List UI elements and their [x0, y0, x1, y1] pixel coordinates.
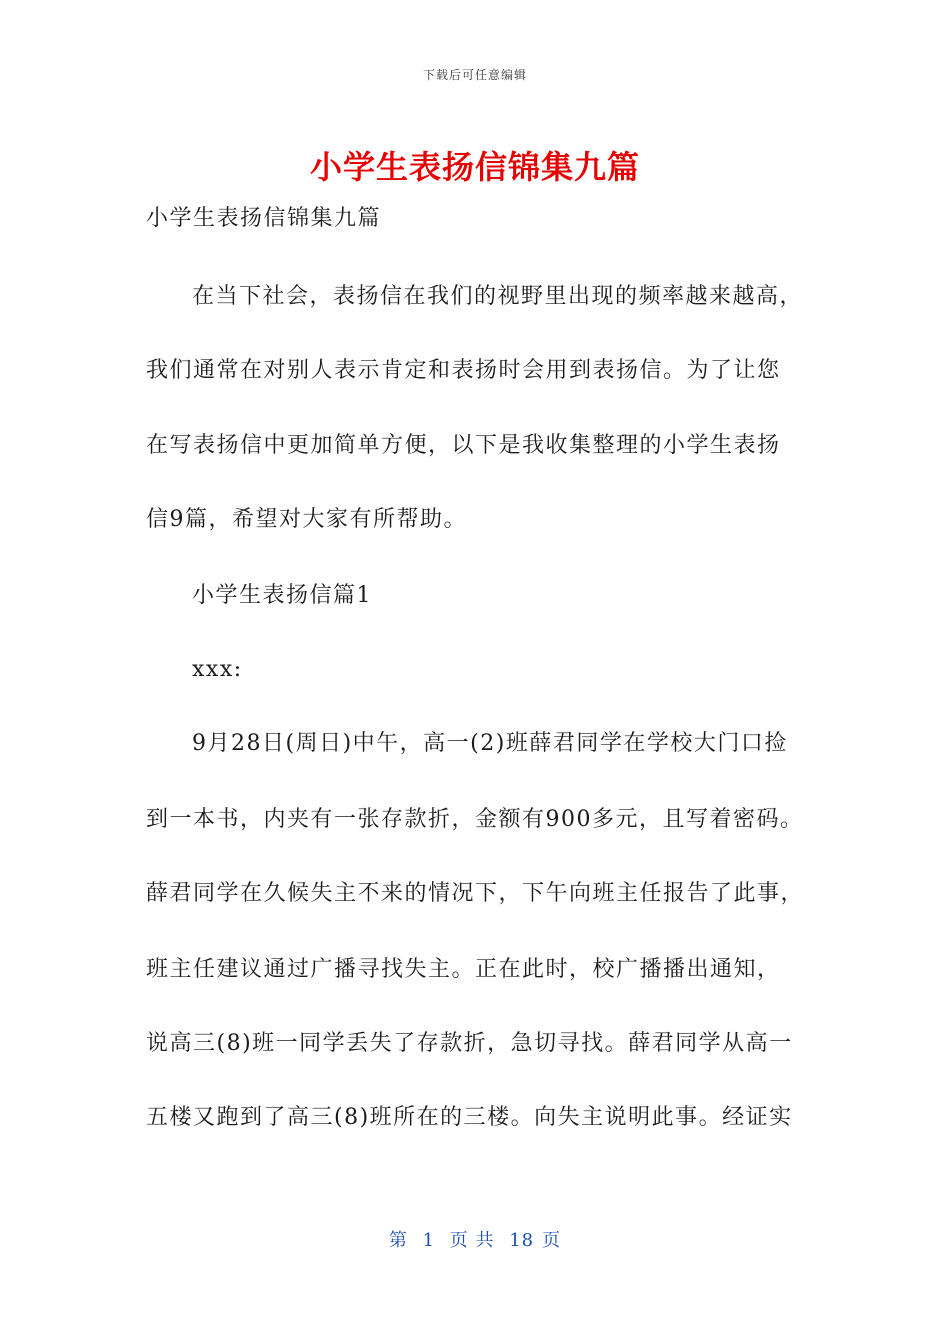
body-line: 五楼又跑到了高三(8)班所在的三楼。向失主说明此事。经证实	[146, 1105, 793, 1130]
section-heading: 小学生表扬信篇1	[192, 583, 372, 608]
footer-mid: 页 共	[449, 1230, 495, 1251]
footer-prefix: 第	[388, 1230, 408, 1251]
body-line-subtitle: 小学生表扬信锦集九篇	[146, 206, 382, 231]
document-title: 小学生表扬信锦集九篇	[309, 148, 640, 186]
salutation: xxx:	[192, 657, 243, 682]
body-line: 说高三(8)班一同学丢失了存款折，急切寻找。薛君同学从高一	[146, 1031, 793, 1056]
body-line: 到一本书，内夹有一张存款折，金额有900多元，且写着密码。	[146, 807, 804, 832]
body-line: 薛君同学在久候失主不来的情况下，下午向班主任报告了此事，	[146, 881, 805, 906]
body-line: 在写表扬信中更加简单方便，以下是我收集整理的小学生表扬	[146, 433, 781, 458]
footer-total-pages: 18	[509, 1230, 535, 1251]
body-line: 信9篇，希望对大家有所帮助。	[146, 507, 467, 532]
body-line: 我们通常在对别人表示肯定和表扬时会用到表扬信。为了让您	[146, 358, 781, 383]
footer-suffix: 页	[542, 1230, 562, 1251]
header-note: 下载后可任意编辑	[422, 68, 527, 82]
footer-page-number: 1	[422, 1230, 436, 1251]
page-footer	[0, 1226, 950, 1252]
body-line: 在当下社会，表扬信在我们的视野里出现的频率越来越高，	[192, 284, 804, 309]
body-line: 班主任建议通过广播寻找失主。正在此时，校广播播出通知，	[146, 957, 781, 982]
body-line: 9月28日(周日)中午，高一(2)班薛君同学在学校大门口捡	[192, 731, 788, 756]
